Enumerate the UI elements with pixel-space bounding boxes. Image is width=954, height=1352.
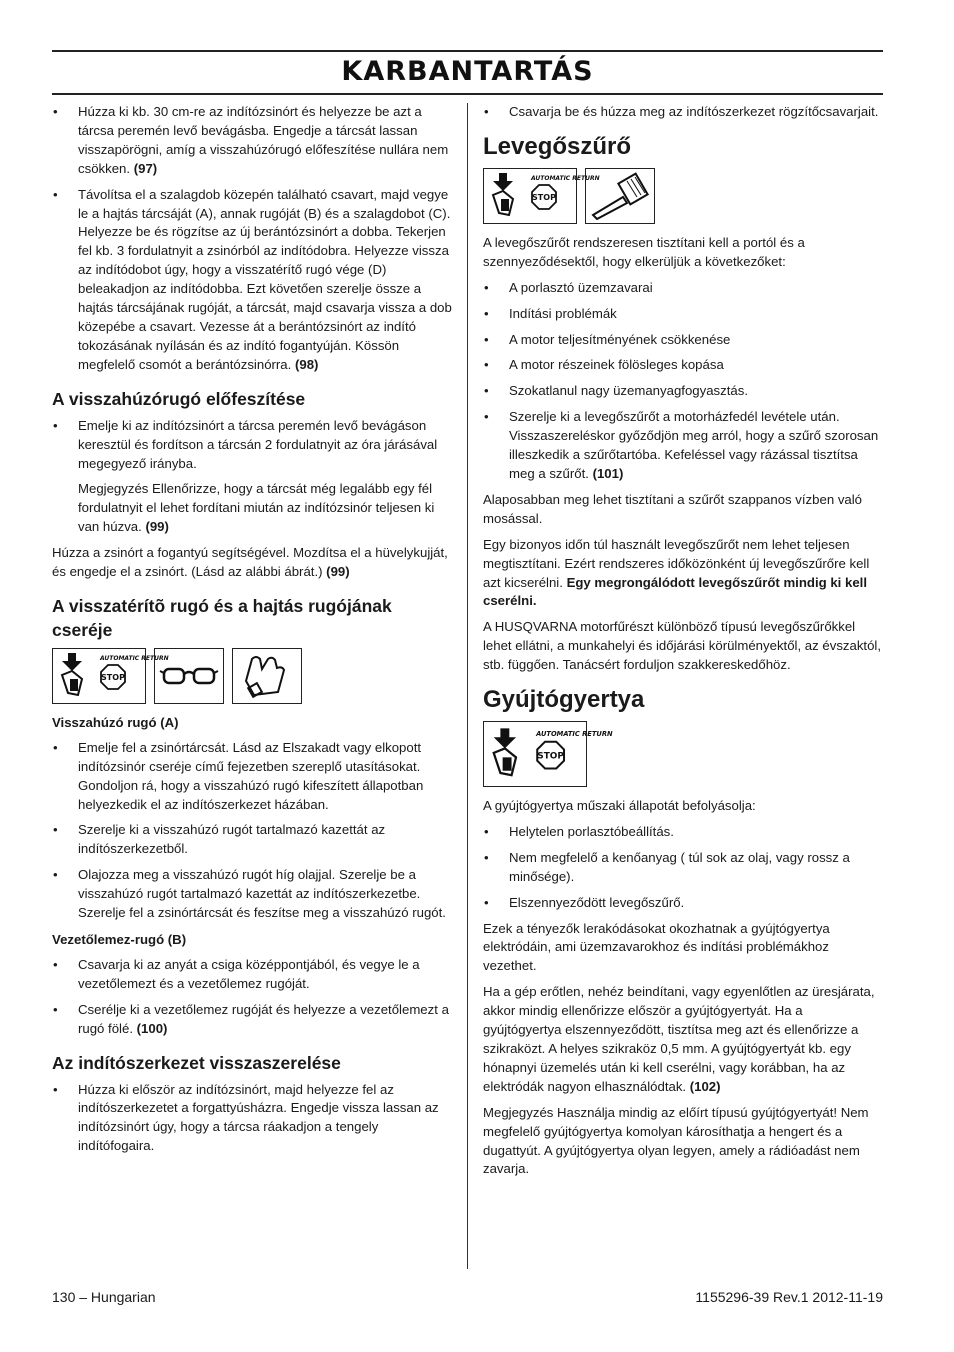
list-item: • Húzza ki először az indítózsinórt, majd helyezze fel az indítószerkezetet a forgattyúsházra. Engedje vissza lassan az indítózsinórt úgy, hogy a tárcsa ráakadjon a tengely indítófogaira. [52, 1081, 452, 1157]
paragraph: Ha a gép erőtlen, nehéz beindítani, vagy egyenlőtlen az üresjárata, akkor mindig ellenőrizze először a gyújtógyertyát. Ha a gyújtógyertya elszennyeződött, tisztítsa meg azt és ellenőrizze a szikraközt. A helyes szikraköz 0,5 mm. A gyújtógyertyát kb. egy hónapnyi üzemelés után ki kell cserélni, vagy korábban, ha az elektródák nagyon elhasználódtak. (102) [483, 984, 875, 1094]
note-paragraph: Megjegyzés Ellenőrizze, hogy a tárcsát még legalább egy fél fordulatnyit el lehet fordítani miután az indítózsinór teljesen ki van húzva. (99) [78, 481, 435, 535]
list-item: • Nem megfelelő a kenőanyag ( túl sok az olaj, vagy rossz a minősége). [483, 849, 883, 887]
sub-heading: Vezetőlemez-rugó (B) [52, 932, 187, 947]
safety-glasses-icon [154, 648, 224, 704]
icon-row [483, 721, 883, 787]
list-item: • Csavarja be és húzza meg az indítószerkezet rögzítőcsavarjait. [483, 103, 883, 122]
list-item: • Helytelen porlasztóbeállítás. [483, 823, 883, 842]
left-column [52, 103, 452, 1163]
automatic-return-stop-icon [483, 721, 613, 787]
list-item: • Emelje fel a zsinórtárcsát. Lásd az Elszakadt vagy elkopott indítózsinór cseréje című fejezetben szereplő utasításokat. Gondoljon rá, hogy a visszahúzó rugó kifeszített állapotban helyezkedik el az indítószerkezet házában. [52, 739, 452, 815]
paragraph: A HUSQVARNA motorfűrészt különböző típusú levegőszűrőkkel lehet ellátni, a munkahelyi és időjárási körülményektől, az évszaktól, stb. függően. Tanácsért forduljon szakkereskedőhöz. [483, 619, 882, 673]
stop-label: STOP [532, 192, 556, 202]
header-bottom-rule [52, 93, 883, 95]
list-item: • Indítási problémák [483, 305, 883, 324]
icon-row [483, 168, 883, 224]
icon-label: AUTOMATIC RETURN [100, 654, 169, 662]
paragraph: Megjegyzés Használja mindig az előírt típusú gyújtógyertyát! Nem megfelelő gyújtógyertya komolyan károsíthatja a hengert és a dugattyút. A gyújtógyertya olyan legyen, amely a rádióadást nem zavarja. [483, 1104, 869, 1177]
footer-doc-id: 1155296-39 Rev.1 2012-11-19 [695, 1289, 883, 1305]
section-heading: Gyújtógyertya [483, 686, 645, 714]
list-item: • Húzza ki kb. 30 cm-re az indítózsinórt és helyezze be azt a tárcsa peremén levő bevágásba. Engedje a tárcsát lassan visszapörögni, amíg a visszahúzórugó előfeszítése nullára nem csökken. (97) [52, 103, 452, 179]
list-item: • Távolítsa el a szalagdob közepén található csavart, majd vegye le a hajtás tárcsáját (A), annak rugóját (B) és a szalagdobot (C). Helyezze be és rögzítse az új berántózsinórt a dobba. Tekerjen fel kb. 3 fordulatnyit a zsinórból az indítódobra. Helyezze vissza az indítódobot úgy, hogy a visszatérítő rugó vége (D) beleakadjon az indítódobba. Ezt követően szerelje össze a hajtás tárcsájának rugóját, a tárcsát, majd csavarja vissza a dob közepébe a csavart. Vezesse át a berántózsinórt az indító tokozásának nyílásán és az indító fogantyúján. Kössön megfelelő csomót a berántózsinórra. (98) [52, 186, 452, 375]
gloves-icon [232, 648, 302, 704]
icon-label: AUTOMATIC RETURN [531, 174, 600, 182]
list-item: • Olajozza meg a visszahúzó rugót híg olajjal. Szerelje be a visszahúzó rugót tartalmazó kazettát az indítószerkezetbe. Szerelje fel a zsinórtárcsát és feszítse meg a visszahúzó rugót. [52, 866, 452, 923]
list-item: • Szerelje ki a levegőszűrőt a motorházfedél levétele után. Visszaszereléskor győződjön meg arról, hogy a szűrő szorosan illeszkedik a szűrőtartóba. Kefeléssel vagy rázással tisztítsa meg a szűrőt. (101) [483, 408, 883, 484]
list-item: • Csavarja ki az anyát a csiga középpontjából, és vegye le a vezetőlemezt és a vezetőlemez rugóját. [52, 956, 452, 994]
footer-page-number: 130 – Hungarian [52, 1289, 156, 1305]
list-item: • Szokatlanul nagy üzemanyagfogyasztás. [483, 382, 883, 401]
paragraph: Ezek a tényezők lerakódásokat okozhatnak a gyújtógyertya elektródáin, ami üzemzavarokhoz és indítási problémákhoz vezethet. [483, 920, 830, 974]
list-item: • Emelje ki az indítózsinórt a tárcsa peremén levő bevágáson keresztül és fordítson a tárcsán 2 fordulatnyit az óra járásával megegyező irányba. [52, 417, 452, 474]
list-item: • A porlasztó üzemzavarai [483, 279, 883, 298]
column-divider [467, 103, 468, 1269]
section-heading: Levegőszűrő [483, 132, 632, 160]
page-title: KARBANTARTÁS [341, 56, 594, 87]
automatic-return-stop-icon [52, 648, 169, 704]
section-heading: A visszatérítõ rugó és a hajtás rugójának cseréje [52, 595, 392, 640]
paragraph: Húzza a zsinórt a fogantyú segítségével. Mozdítsa el a hüvelykujját, és engedje el a zsinórt. (Lásd az alábbi ábrát.) (99) [52, 545, 448, 580]
icon-row [52, 648, 452, 704]
section-heading: A visszahúzórugó előfeszítése [52, 388, 306, 409]
header-top-rule [52, 50, 883, 52]
icon-label: AUTOMATIC RETURN [536, 730, 613, 739]
list-item: • A motor részeinek fölösleges kopása [483, 356, 883, 375]
list-item: • Elszennyeződött levegőszűrő. [483, 894, 883, 913]
list-item: • A motor teljesítményének csökkenése [483, 331, 883, 350]
paragraph: Egy bizonyos időn túl használt levegőszűrőt nem lehet teljesen megtisztítani. Ezért rendszeres időközönként új levegőszűrőre kell azt kicserélni. Egy megrongálódott levegőszűrőt mindig ki kell cserélni. [483, 536, 870, 609]
stop-label: STOP [101, 672, 125, 682]
paragraph: A levegőszűrőt rendszeresen tisztítani kell a portól és a szennyeződésektől, hogy elkerüljük a következőket: [483, 234, 805, 269]
section-heading: Az indítószerkezet visszaszerelése [52, 1052, 341, 1073]
paragraph: Alaposabban meg lehet tisztítani a szűrőt szappanos vízben való mosással. [483, 491, 863, 526]
right-column [483, 103, 883, 1186]
automatic-return-stop-icon [483, 168, 600, 224]
list-item: • Cserélje ki a vezetőlemez rugóját és helyezze a vezetőlemezt a rugó fölé. (100) [52, 1001, 452, 1039]
sub-heading: Visszahúzó rugó (A) [52, 714, 179, 730]
brush-icon [585, 168, 655, 224]
stop-label: STOP [537, 751, 564, 762]
list-item: • Szerelje ki a visszahúzó rugót tartalmazó kazettát az indítószerkezetből. [52, 821, 452, 859]
paragraph: A gyújtógyertya műszaki állapotát befolyásolja: [483, 798, 756, 814]
